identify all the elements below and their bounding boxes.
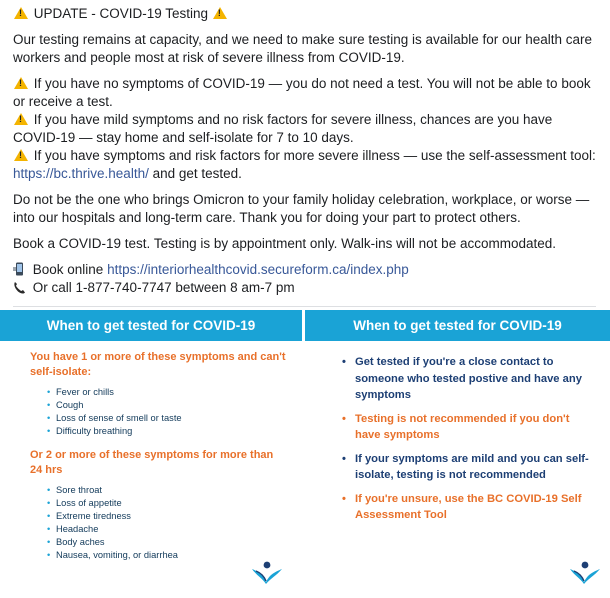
left-panel-body bbox=[0, 341, 302, 562]
group2-list bbox=[48, 484, 288, 562]
warning-icon bbox=[213, 7, 227, 19]
item-risk-factors-after: and get tested. bbox=[148, 166, 242, 181]
warning-icon bbox=[14, 77, 28, 89]
list-item: • Loss of appetite bbox=[48, 497, 288, 510]
post-intro: Our testing remains at capacity, and we need to make sure testing is available for our health care workers and people most at risk of severe illness from COVID-19. bbox=[13, 32, 593, 65]
list-item: • Cough bbox=[48, 399, 288, 412]
guidance-list bbox=[339, 354, 592, 524]
list-item: • Fever or chills bbox=[48, 386, 288, 399]
b3-pre: If your symptoms are mild and you can self-isolate, testing is bbox=[355, 452, 589, 481]
post-item-risk-factors bbox=[13, 147, 596, 183]
list-item: • Difficulty breathing bbox=[48, 425, 288, 438]
book-online-link[interactable]: https://interiorhealthcovid.secureform.ca/index.php bbox=[107, 262, 409, 277]
list-item: • If you're unsure, use the BC COVID-19 Self Assessment Tool bbox=[339, 491, 592, 524]
list-item: • Body aches bbox=[48, 536, 288, 549]
post-item-no-symptoms bbox=[13, 75, 596, 111]
b3-post: recommended bbox=[466, 469, 546, 481]
left-panel-header: When to get tested for COVID-19 bbox=[0, 310, 302, 341]
right-panel-body bbox=[305, 341, 610, 524]
b3-bold: not bbox=[448, 469, 467, 481]
group1-list bbox=[48, 386, 288, 438]
item-no-symptoms-text: If you have no symptoms of COVID-19 — you do not need a test. You will not be able to book or receive a test. bbox=[13, 76, 591, 109]
left-panel bbox=[0, 310, 302, 598]
divider bbox=[13, 306, 596, 307]
list-item bbox=[339, 411, 592, 444]
list-item: • Get tested if you're a close contact to someone who tested postive and have any symptoms bbox=[339, 354, 592, 404]
list-item: • Extreme tiredness bbox=[48, 510, 288, 523]
warning-icon bbox=[14, 149, 28, 161]
list-item: • Headache bbox=[48, 523, 288, 536]
right-panel-header: When to get tested for COVID-19 bbox=[305, 310, 610, 341]
post-title-text: UPDATE - COVID-19 Testing bbox=[33, 6, 209, 21]
book-online-line bbox=[13, 261, 596, 279]
post-title bbox=[13, 5, 596, 23]
item-mild-symptoms-text: If you have mild symptoms and no risk factors for severe illness, chances are you have COVID-19 — stay home and self-isolate for 7 to 10 days. bbox=[13, 112, 553, 145]
right-panel bbox=[305, 310, 610, 598]
list-item bbox=[339, 451, 592, 484]
call-line bbox=[13, 279, 596, 297]
list-item: • Loss of sense of smell or taste bbox=[48, 412, 288, 425]
post-omicron-text: Do not be the one who brings Omicron to your family holiday celebration, workplace, or worse — into our hospitals and long-term care. Thank you for doing your part to protect others. bbox=[13, 192, 590, 225]
post-item-mild-symptoms bbox=[13, 111, 596, 147]
group2-heading: Or 2 or more of these symptoms for more than 24 hrs bbox=[30, 449, 274, 476]
b2-pre: Testing is bbox=[355, 412, 410, 425]
item-risk-factors-text: If you have symptoms and risk factors for more severe illness — use the self-assessment tool: bbox=[33, 148, 596, 163]
book-online-label: Book online bbox=[32, 262, 104, 277]
interior-health-logo-icon bbox=[568, 560, 602, 584]
self-assessment-link[interactable]: https://bc.thrive.health/ bbox=[13, 166, 149, 181]
list-item: • Nausea, vomiting, or diarrhea bbox=[48, 549, 288, 562]
infographic[interactable] bbox=[0, 310, 610, 598]
warning-icon bbox=[14, 113, 28, 125]
warning-icon bbox=[14, 7, 28, 19]
b2-post: recommended if you don't have symptoms bbox=[355, 412, 570, 441]
mobile-phone-icon bbox=[13, 262, 26, 276]
interior-health-logo-icon bbox=[250, 560, 284, 584]
post-book-text: Book a COVID-19 test. Testing is by appointment only. Walk-ins will not be accommodated. bbox=[13, 236, 556, 251]
list-item: • Sore throat bbox=[48, 484, 288, 497]
b2-bold: not bbox=[409, 412, 427, 425]
telephone-handset-icon bbox=[13, 281, 26, 294]
call-text: Or call 1-877-740-7747 between 8 am-7 pm bbox=[32, 280, 295, 295]
group1-heading: You have 1 or more of these symptoms and can't self-isolate: bbox=[30, 351, 286, 378]
